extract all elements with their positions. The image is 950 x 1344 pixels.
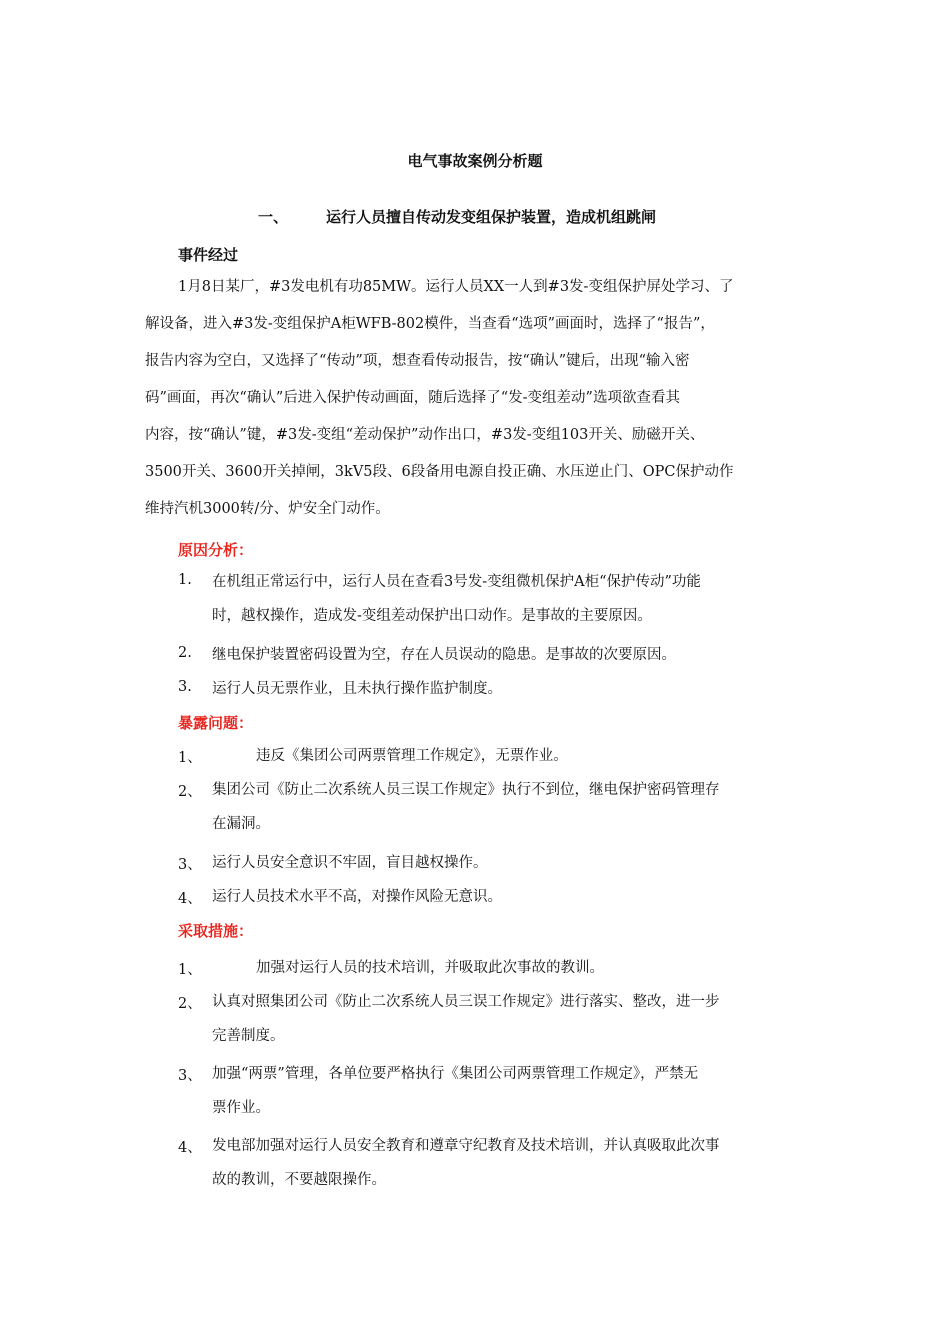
paragraph-line: 码”画面，再次“确认”后进入保护传动画面，随后选择了“发-变组差动”选项欲查看其 xyxy=(145,390,680,406)
measures-heading: 采取措施： xyxy=(178,922,254,940)
list-text: 完善制度。 xyxy=(212,1028,285,1044)
list-text: 发电部加强对运行人员安全教育和遵章守纪教育及技术培训，并认真吸取此次事 xyxy=(212,1138,720,1154)
list-text: 继电保护装置密码设置为空，存在人员误动的隐患。是事故的次要原因。 xyxy=(212,647,676,663)
paragraph-line: 内容，按“确认”键，#3发-变组“差动保护”动作出口，#3发-变组103开关、励磁开关、 xyxy=(145,427,705,443)
list-text: 时，越权操作，造成发-变组差动保护出口动作。是事故的主要原因。 xyxy=(212,608,652,624)
list-number: 4、 xyxy=(178,1140,202,1156)
list-number: 3. xyxy=(178,679,192,695)
problems-heading: 暴露问题： xyxy=(178,714,254,732)
paragraph-line: 3500开关、3600开关掉闸，3kV5段、6段备用电源自投正确、水压逆止门、OPC保护动作 xyxy=(145,464,734,480)
event-heading: 事件经过 xyxy=(178,246,239,264)
event-paragraph xyxy=(145,269,815,528)
list-number: 3、 xyxy=(178,857,202,873)
list-text: 加强对运行人员的技术培训，并吸取此次事故的教训。 xyxy=(256,960,604,976)
list-text: 故的教训，不要越限操作。 xyxy=(212,1172,386,1188)
list-text: 在漏洞。 xyxy=(212,816,270,832)
paragraph-line: 解设备，进入#3发-变组保护A柜WFB-802模件，当查看“选项”画面时，选择了“报告”， xyxy=(145,316,715,332)
list-text: 运行人员技术水平不高，对操作风险无意识。 xyxy=(212,889,502,905)
list-number: 2、 xyxy=(178,996,202,1012)
paragraph-line: 1月8日某厂，#3发电机有功85MW。运行人员XX一人到#3发-变组保护屏处学习、了 xyxy=(178,279,734,295)
list-text: 违反《集团公司两票管理工作规定》，无票作业。 xyxy=(256,748,568,764)
paragraph-line: 维持汽机3000转/分、炉安全门动作。 xyxy=(145,501,390,517)
list-number: 3、 xyxy=(178,1068,202,1084)
document-title: 电气事故案例分析题 xyxy=(407,152,543,170)
paragraph-line: 报告内容为空白，又选择了“传动”项，想查看传动报告，按“确认”键后，出现“输入密 xyxy=(145,353,690,369)
section-title: 运行人员擅自传动发变组保护装置，造成机组跳闸 xyxy=(326,208,657,226)
list-text: 认真对照集团公司《防止二次系统人员三误工作规定》进行落实、整改，进一步 xyxy=(212,994,720,1010)
list-text: 在机组正常运行中，运行人员在查看3号发-变组微机保护A柜“保护传动”功能 xyxy=(212,574,701,590)
list-number: 1、 xyxy=(178,750,202,766)
list-text: 运行人员安全意识不牢固，盲目越权操作。 xyxy=(212,855,488,871)
list-number: 2. xyxy=(178,645,192,661)
list-text: 运行人员无票作业，且未执行操作监护制度。 xyxy=(212,681,502,697)
section-number: 一、 xyxy=(258,208,289,226)
list-text: 加强“两票”管理，各单位要严格执行《集团公司两票管理工作规定》，严禁无 xyxy=(212,1066,699,1082)
list-number: 4、 xyxy=(178,891,202,907)
list-number: 1. xyxy=(178,572,192,588)
list-text: 票作业。 xyxy=(212,1100,270,1116)
causes-heading: 原因分析： xyxy=(178,541,254,559)
list-number: 1、 xyxy=(178,962,202,978)
list-number: 2、 xyxy=(178,784,202,800)
list-text: 集团公司《防止二次系统人员三误工作规定》执行不到位，继电保护密码管理存 xyxy=(212,782,720,798)
